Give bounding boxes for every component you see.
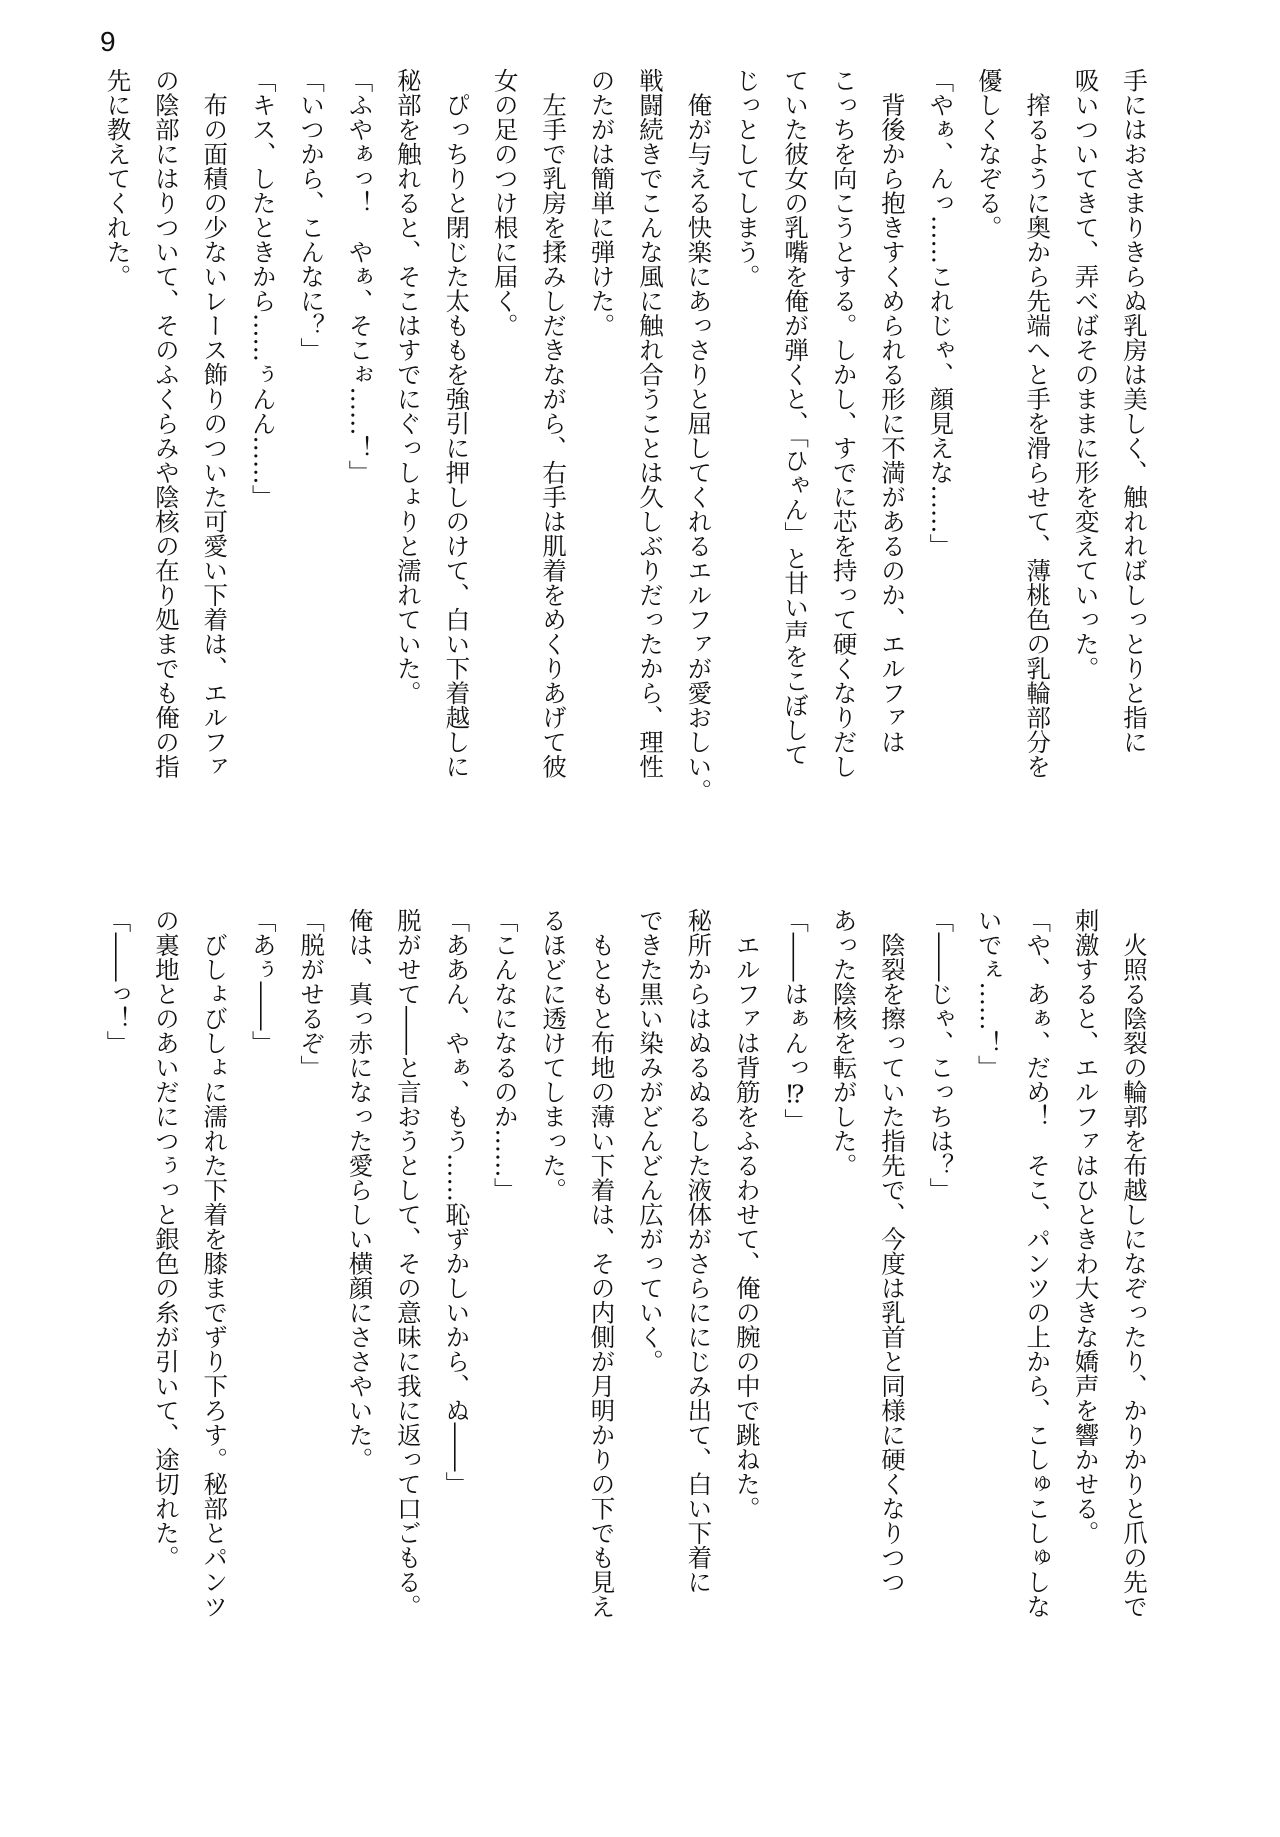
text-line: 「あぅ――」 [248,908,278,1055]
text-block-bottom [93,908,1158,1808]
text-line: 刺激すると、エルファはひときわ大きな嬌声を響かせる。 [1071,908,1101,1545]
text-line: 搾るように奥から先端へと手を滑らせて、薄桃色の乳輪部分を [1023,68,1053,779]
text-line: 火照る陰裂の輪郭を布越しになぞったり、かりかりと爪の先で [1120,908,1149,1619]
text-line: 秘部を触れると、そこはすでにぐっしょりと濡れていた。 [393,68,423,705]
text-line: 「――っ！」 [103,908,133,1055]
text-line: 左手で乳房を揉みしだきながら、右手は肌着をめくりあげて彼 [539,68,569,779]
text-line: ていた彼女の乳嘴を俺が弾くと、「ひゃん」と甘い声をこぼして [781,68,811,767]
text-line: ぴっちりと閉じた太ももを強引に押しのけて、白い下着越しに [442,68,472,779]
text-line: 「ふやぁっ！ やぁ、そこぉ……！」 [345,68,375,485]
text-line: 「脱がせるぞ」 [297,908,327,1080]
text-line: あった陰核を転がした。 [829,908,859,1178]
text-line: 優しくなぞる。 [974,68,1004,240]
text-line: 陰裂を擦っていた指先で、今度は乳首と同様に硬くなりつつ [877,908,907,1594]
text-line: こっちを向こうとする。しかし、すでに芯を持って硬くなりだし [829,68,859,779]
text-line: 「キス、したときから……ぅんん……」 [248,68,278,509]
text-line: 「や、あぁ、だめ！ そこ、パンツの上から、こしゅこしゅしな [1023,908,1053,1619]
page-number: 9 [100,26,116,57]
text-line: 「ああん、やぁ、もう……恥ずかしいから、ぬ――」 [442,908,472,1496]
text-line: じっとしてしまう。 [732,68,762,289]
text-line: 脱がせて――と言おうとして、その意味に我に返って口ごもる。 [393,908,423,1619]
text-line: 吸いついてきて、弄べばそのままに形を変えていった。 [1071,68,1101,681]
text-line: 「――じゃ、こっちは？」 [926,908,956,1202]
text-line: もともと布地の薄い下着は、その内側が月明かりの下でも見え [587,908,617,1619]
text-line: いでぇ……！」 [974,908,1004,1080]
text-line: のたがは簡単に弾けた。 [587,68,617,338]
text-line: 戦闘続きでこんな風に触れ合うことは久しぶりだったから、理性 [635,68,665,779]
text-line: 女の足のつけ根に届く。 [490,68,520,338]
text-line: 「――はぁんっ⁉」 [781,908,811,1133]
text-line: 布の面積の少ないレース飾りのついた可愛い下着は、エルファ [200,68,230,779]
text-block-top [93,68,1158,803]
text-line: 背後から抱きすくめられる形に不満があるのか、エルファは [877,68,907,754]
text-line: 俺は、真っ赤になった愛らしい横顔にささやいた。 [345,908,375,1472]
text-line: 俺が与える快楽にあっさりと屈してくれるエルファが愛おしい。 [684,68,714,803]
text-line: の裏地とのあいだにつぅっと銀色の糸が引いて、途切れた。 [151,908,181,1570]
text-line: 「こんなになるのか……」 [490,908,520,1202]
text-line: エルファは背筋をふるわせて、俺の腕の中で跳ねた。 [732,908,762,1521]
text-line: 「いつから、こんなに？」 [297,68,327,362]
text-line: 先に教えてくれた。 [103,68,133,289]
text-line: 手にはおさまりきらぬ乳房は美しく、触れればしっとりと指に [1120,68,1149,754]
text-line: るほどに透けてしまった。 [539,908,569,1202]
text-line: 「やぁ、んっ……これじゃ、顔見えな……」 [926,68,956,558]
text-line: できた黒い染みがどんどん広がっていく。 [635,908,665,1374]
text-line: びしょびしょに濡れた下着を膝までずり下ろす。秘部とパンツ [200,908,230,1619]
text-line: の陰部にはりついて、そのふくらみや陰核の在り処までも俺の指 [151,68,181,779]
text-line: 秘所からはぬるぬるした液体がさらににじみ出て、白い下着に [684,908,714,1594]
